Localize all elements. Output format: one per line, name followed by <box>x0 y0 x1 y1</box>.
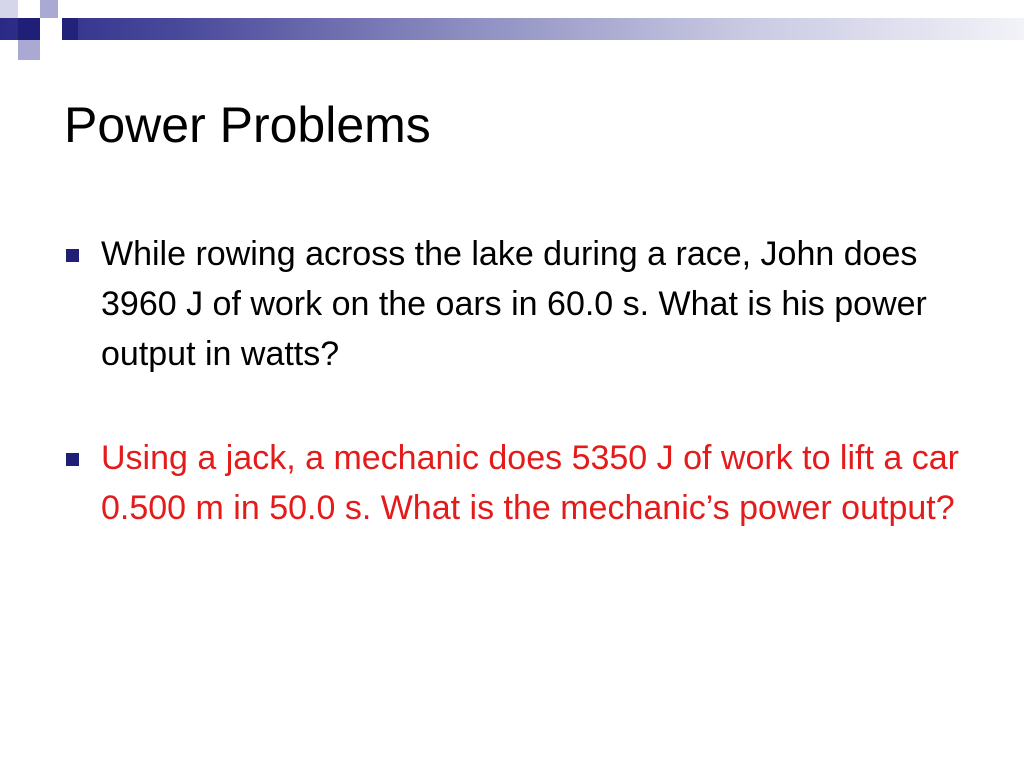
header-gradient-bar <box>0 18 1024 40</box>
decor-square-navy <box>62 18 78 40</box>
bullet-text-rowing: While rowing across the lake during a race, John does 3960 J of work on the oars in 60.0 s. What is his power output in watts? <box>101 235 927 373</box>
square-bullet-icon <box>66 249 79 262</box>
decor-square-lavender <box>40 0 58 18</box>
bullet-list <box>66 229 966 587</box>
decor-square-navy <box>18 18 40 40</box>
decor-square-white <box>40 18 62 40</box>
decor-square-lavender <box>18 40 40 60</box>
bullet-text-mechanic: Using a jack, a mechanic does 5350 J of work to lift a car 0.500 m in 50.0 s. What is the mechanic’s power output? <box>101 439 959 527</box>
bullet-item <box>66 433 966 533</box>
bullet-item <box>66 229 966 379</box>
decor-square-pale <box>0 0 18 18</box>
slide-title: Power Problems <box>64 97 431 153</box>
square-bullet-icon <box>66 453 79 466</box>
